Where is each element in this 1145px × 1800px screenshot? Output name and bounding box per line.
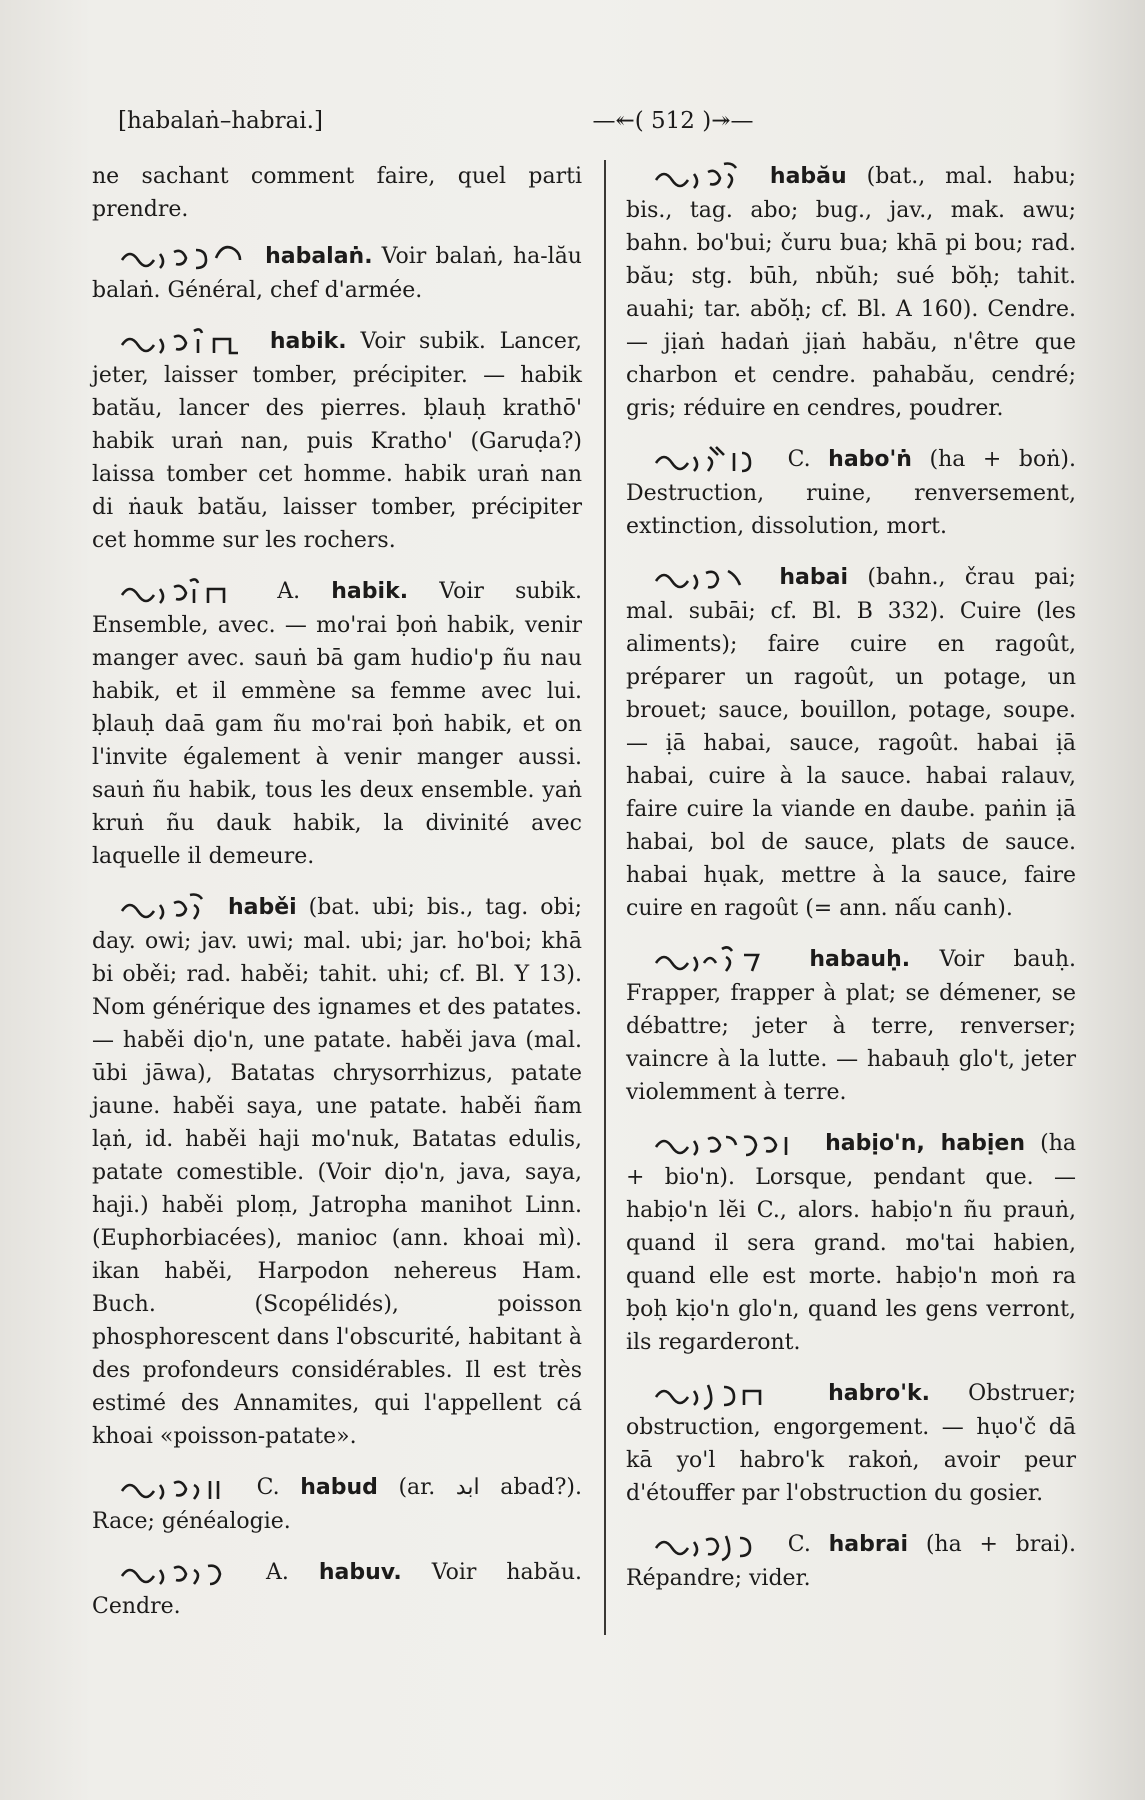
entry-headword: habud <box>300 1475 378 1500</box>
entry-headword: habău <box>769 164 847 189</box>
entry-prefix: C. <box>256 1475 280 1500</box>
entry-headword: habik. <box>331 579 409 604</box>
cham-script-glyph <box>118 891 208 925</box>
continuation-text: ne sachant comment faire, quel parti prendre. <box>92 164 582 222</box>
cham-script-glyph <box>652 1127 802 1161</box>
entry-headword: habuv. <box>318 1560 402 1585</box>
page-header <box>118 108 1075 148</box>
cham-script-glyph <box>118 1471 228 1505</box>
cham-script-glyph <box>118 1556 228 1590</box>
dictionary-entry <box>626 1377 1076 1510</box>
entry-prefix: C. <box>787 447 811 472</box>
left-column <box>92 160 582 1641</box>
page-number: —↞( 512 )↠— <box>592 108 754 134</box>
entry-definition: (bahn., črau pai; mal. subāi; cf. Bl. B 332). Cuire (les aliments); faire cuire en ragoût, préparer un ragoût, un potage, un brouet; sauce, bouillon, potage, soupe. — ịā habai, sauce, ragoût. habai ịā habai, cuire à la sauce. habai ralauv, faire cuire la viande en daube. paṅin ịā habai, bol de sauce, plats de sauce. habai hụak, mettre à la sauce, faire cuire en ragoût (= ann. nấu canh). <box>626 565 1077 921</box>
entry-definition: (bat., mal. habu; bis., tag. abo; bug., jav., mak. awu; bahn. bo'bui; čuru bua; khā pi bou; rad. bău; stg. būh, nbŭh; sué bŏḥ; tahit. auahi; tar. abŏḥ; cf. Bl. A 160). Cendre. — jịaṅ hadaṅ jịaṅ habău, n'être que charbon et cendre. pahabău, cendré; gris; réduire en cendres, poudrer. <box>626 164 1076 421</box>
cham-script-glyph <box>652 443 762 477</box>
entry-definition: Voir habău. Cendre. <box>92 1560 583 1619</box>
entry-definition: Obstruer; obstruction, engorgement. — hụo'č dā kā yo'l habro'k rakoṅ, avoir peur d'étouffer par l'obstruction du gosier. <box>626 1381 1076 1506</box>
entry-headword: habik. <box>269 329 347 354</box>
cham-script-glyph <box>652 1528 762 1562</box>
dictionary-entry <box>92 1556 582 1623</box>
dictionary-entry <box>92 240 582 307</box>
entry-headword: habalaṅ. <box>265 244 373 269</box>
entry-headword: habauḥ. <box>809 947 911 972</box>
entry-definition: Voir subik. Lancer, jeter, laisser tomber, précipiter. — habik batău, lancer des pierres. ḅlauḥ krathō' habik uraṅ nan, puis Kratho' (Garuḍa?) laissa tomber cet homme. habik uraṅ nan di ṅauk batău, laisser tomber, précipiter cet homme sur les rochers. <box>92 329 582 553</box>
dictionary-entry <box>626 1528 1076 1595</box>
entry-headword: habo'ṅ <box>828 447 912 472</box>
cham-script-glyph <box>652 561 752 595</box>
dictionary-entry <box>92 575 582 873</box>
cham-script-glyph <box>652 943 772 977</box>
entry-definition: (ar. ابد abad?). Race; généalogie. <box>92 1475 582 1534</box>
cham-script-glyph <box>118 575 238 609</box>
dictionary-entry <box>626 561 1076 925</box>
cham-script-glyph <box>118 325 248 359</box>
entry-definition: (bat. ubi; bis., tag. obi; day. owi; jav. uwi; mal. ubi; jar. ho'boi; khā bi oběi; rad. haběi; tahit. uhi; cf. Bl. Y 13). Nom générique des ignames et des patates. — haběi dịo'n, une patate. haběi java (mal. ūbi jāwa), Batatas chrysorrhizus, patate jaune. haběi saya, une patate. haběi ñam lạṅ, id. haběi haji mo'nuk, Batatas edulis, patate comestible. (Voir dịo'n, java, saya, haji.) haběi ploṃ, Jatropha manihot Linn. (Euphorbiacées), manioc (ann. khoai mì). ikan haběi, Harpodon nehereus Ham. Buch. (Scopélidés), poisson phosphorescent dans l'obscurité, habitant à des profondeurs considérables. Il est très estimé des Annamites, qui l'appellent cá khoai «poisson-patate». <box>92 895 583 1449</box>
entry-definition: Voir subik. Ensemble, avec. — mo'rai ḅoṅ habik, venir manger avec. sauṅ bā gam hudio'p ñu nau habik, et il emmène sa femme avec lui. ḅlauḥ daā gam ñu mo'rai ḅoṅ habik, et on l'invite également à venir manger aussi. sauṅ ñu habik, tous les deux ensemble. yaṅ kruṅ ñu dauk habik, la divinité avec laquelle il demeure. <box>92 579 582 869</box>
cham-script-glyph <box>118 240 248 274</box>
entry-headword: haběi <box>227 895 297 920</box>
entry-definition: (ha + boṅ). Destruction, ruine, renversement, extinction, dissolution, mort. <box>626 447 1076 539</box>
cham-script-glyph <box>652 160 742 194</box>
entry-definition: Voir balaṅ, ha-lău balaṅ. Général, chef d'armée. <box>92 244 582 303</box>
entry-definition: (ha + brai). Répandre; vider. <box>626 1532 1076 1591</box>
dictionary-entry <box>92 1471 582 1538</box>
running-head: [habalaṅ–habrai.] <box>118 108 323 134</box>
dictionary-entry <box>626 1127 1076 1359</box>
entry-prefix: A. <box>277 579 301 604</box>
dictionary-entry <box>92 891 582 1453</box>
dictionary-entry <box>626 160 1076 425</box>
entry-prefix: A. <box>266 1560 289 1585</box>
dictionary-entry <box>626 443 1076 543</box>
entry-headword: habrai <box>828 1532 909 1557</box>
entry-headword: habro'k. <box>828 1381 931 1406</box>
dictionary-entry <box>626 943 1076 1109</box>
cham-script-glyph <box>652 1377 782 1411</box>
entry-headword: habịo'n, habịen <box>825 1131 1025 1156</box>
right-column <box>626 160 1076 1613</box>
column-divider <box>604 160 606 1635</box>
entry-prefix: C. <box>787 1532 811 1557</box>
entry-headword: habai <box>779 565 849 590</box>
entry-definition: Voir bauḥ. Frapper, frapper à plat; se démener, se débattre; jeter à terre, renverser; vaincre à la lutte. — habauḥ glo't, jeter violemment à terre. <box>626 947 1076 1105</box>
dictionary-entry <box>92 325 582 557</box>
entry-definition: (ha + bio'n). Lorsque, pendant que. — habịo'n lĕi C., alors. habịo'n ñu prauṅ, quand il sera grand. mo'tai habien, quand elle est morte. habịo'n moṅ ra ḅoḥ kịo'n glo'n, quand les gens verront, ils regarderont. <box>626 1131 1076 1355</box>
